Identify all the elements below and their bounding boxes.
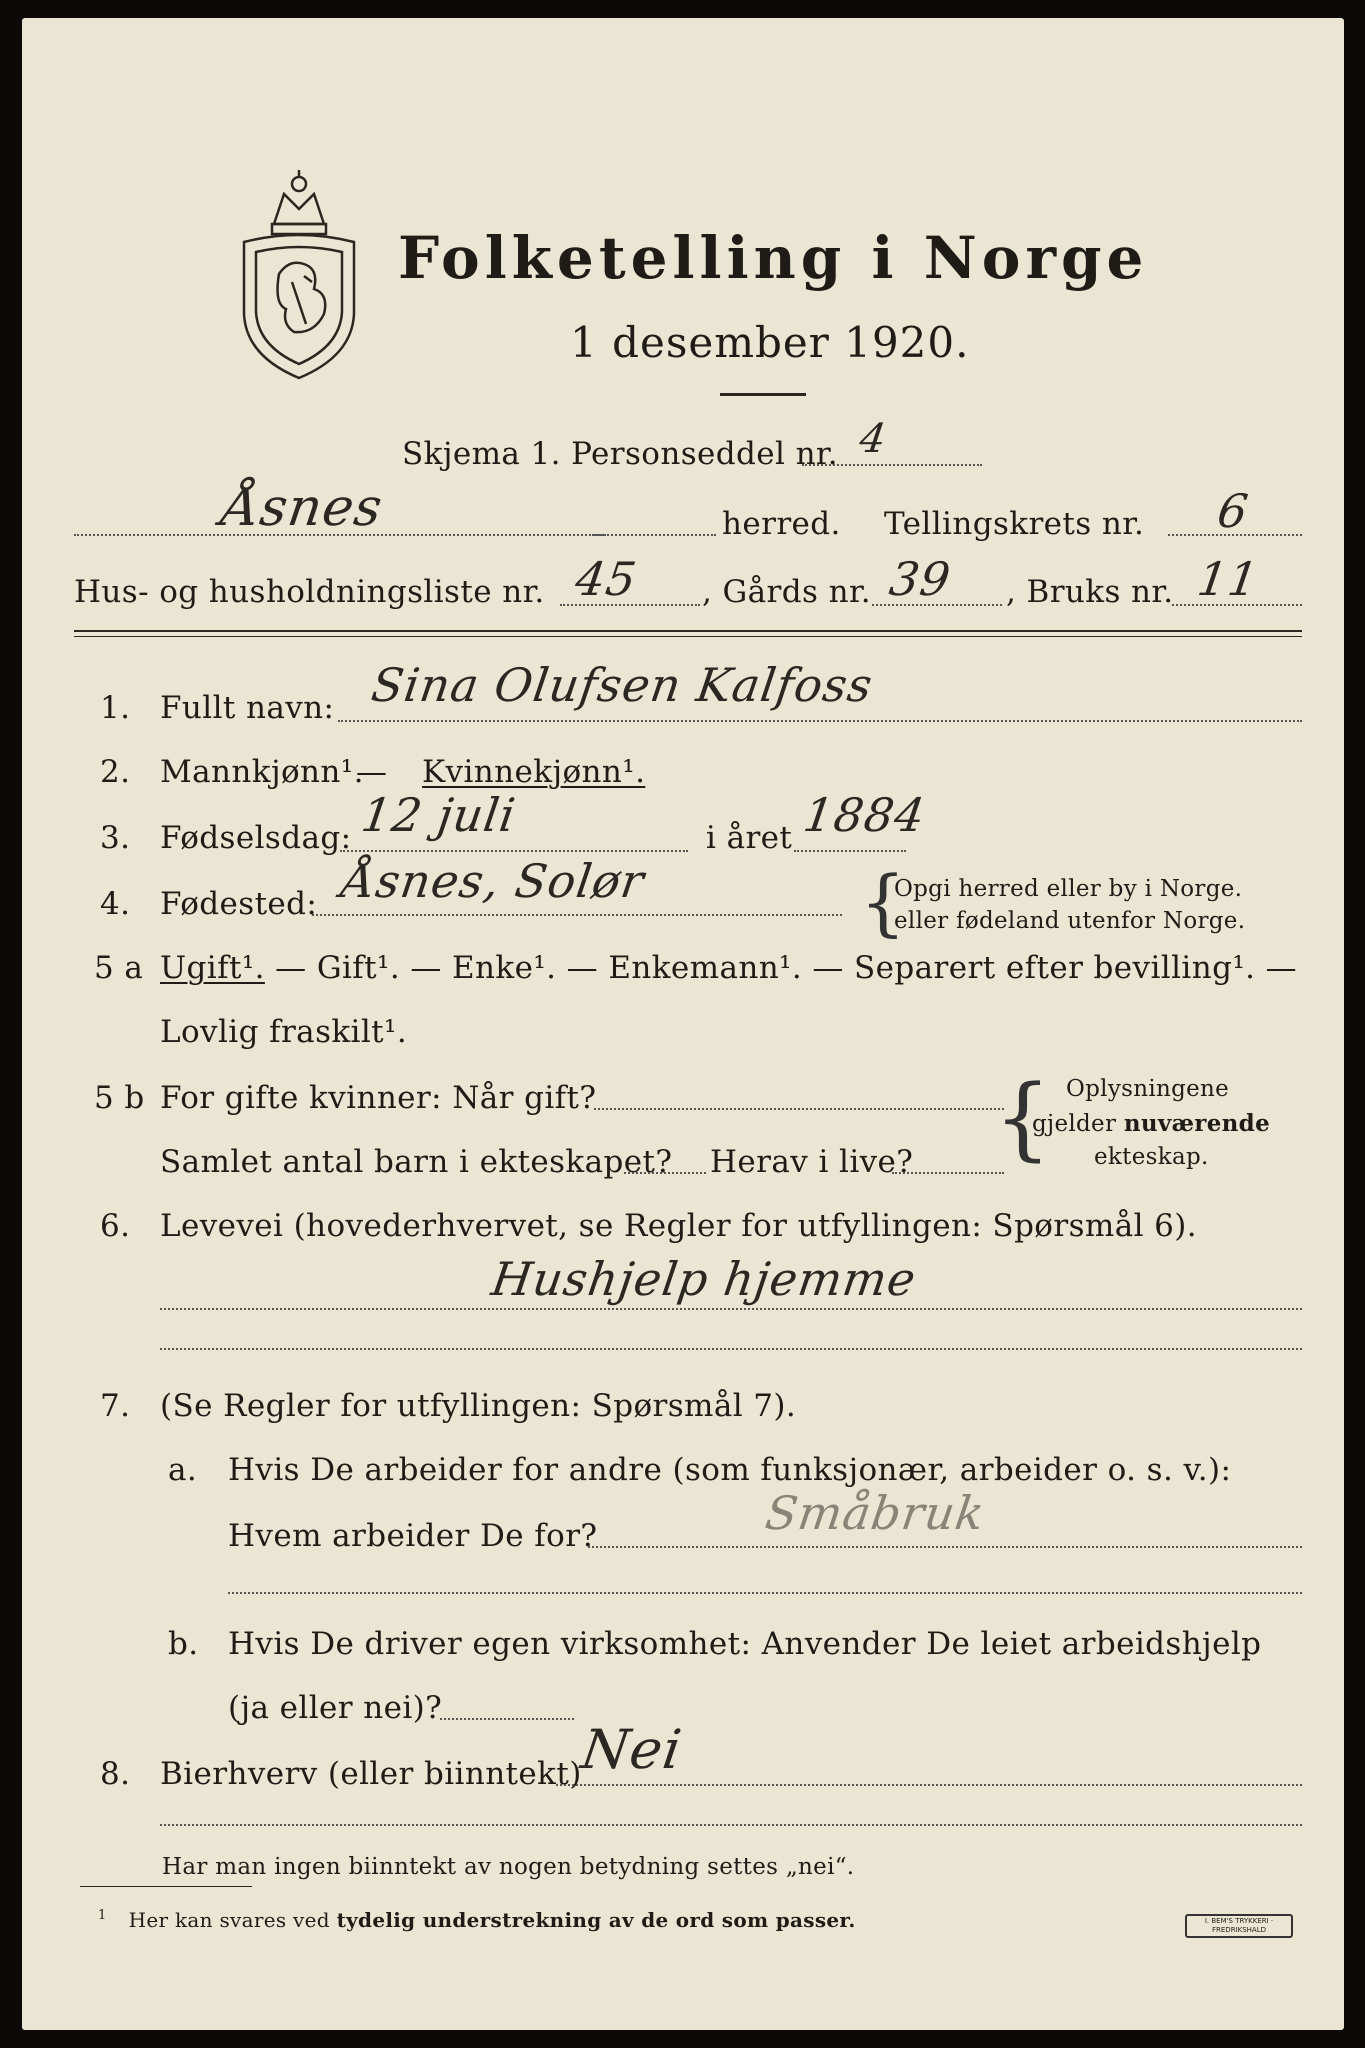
header-rule-1 [74, 630, 1302, 632]
gards-nr-value: 39 [886, 552, 955, 606]
form-date: 1 desember 1920. [570, 318, 970, 367]
q4-note-2: eller fødeland utenfor Norge. [894, 908, 1246, 934]
bruks-label: , Bruks nr. [1006, 574, 1174, 610]
q5b-note-2: gjelder nuværende [1032, 1110, 1270, 1137]
q3-number: 3. [100, 820, 131, 856]
q7b-label: Hvis De driver egen virksomhet: Anvender De leiet arbeidshjelp [228, 1626, 1262, 1662]
q4-birthplace-value: Åsnes, Solør [338, 854, 648, 908]
q3-year-line [794, 850, 906, 852]
footnote-bold: tydelig understrekning av de ord som passer. [336, 1908, 856, 1932]
q5b-alive-label: Herav i live? [710, 1144, 914, 1180]
q3-label: Fødselsdag: [160, 820, 352, 856]
q7a-line [588, 1546, 1302, 1548]
tellingskrets-label: Tellingskrets nr. [884, 506, 1145, 542]
q5b-number: 5 b [94, 1080, 145, 1116]
coat-of-arms-icon [234, 164, 364, 384]
q8-number: 8. [100, 1756, 131, 1792]
q5a-options [160, 950, 1297, 986]
q5b-alive-line [892, 1172, 1004, 1174]
q2-dash: — [356, 754, 388, 790]
q6-occupation-value: Hushjelp hjemme [488, 1252, 920, 1306]
q2-male-option: Mannkjønn¹. [160, 754, 364, 790]
hus-label: Hus- og husholdningsliste nr. [74, 574, 545, 610]
q6-line-2 [160, 1348, 1302, 1350]
q8-line-2 [160, 1824, 1302, 1826]
q7a-label-2: Hvem arbeider De for? [228, 1518, 598, 1554]
q5b-children-line [624, 1172, 706, 1174]
q3-line [340, 850, 688, 852]
q7a-employer-value: Småbruk [762, 1486, 989, 1540]
q1-number: 1. [100, 690, 131, 726]
tellingskrets-value: 6 [1214, 484, 1253, 538]
q4-note-1: Opgi herred eller by i Norge. [894, 876, 1243, 902]
footnote-divider [80, 1886, 252, 1887]
q5b-when-married-line [594, 1108, 1004, 1110]
q5a-ugift-underlined: Ugift¹. [160, 950, 265, 986]
q3-year-value: 1884 [800, 788, 929, 842]
q1-line [338, 720, 1302, 722]
q7b-line [440, 1718, 574, 1720]
q5a-other-options: — Gift¹. — Enke¹. — Enkemann¹. — Separert efter bevilling¹. — [264, 950, 1298, 986]
census-form [22, 18, 1344, 2030]
footnote [98, 1908, 856, 1932]
q8-label: Bierhverv (eller biinntekt) [160, 1756, 582, 1792]
skjema-nr-value: 4 [856, 416, 890, 462]
gards-label: , Gårds nr. [702, 574, 872, 610]
q6-number: 6. [100, 1208, 131, 1244]
q7-label: (Se Regler for utfyllingen: Spørsmål 7). [160, 1388, 797, 1424]
form-title: Folketelling i Norge [398, 224, 1149, 292]
skjema-nr-line [802, 464, 982, 466]
q5b-brace: { [994, 1066, 1052, 1171]
herred-line-2 [592, 534, 716, 536]
q5b-children-label: Samlet antal barn i ekteskapet? [160, 1144, 673, 1180]
q5b-note-1: Oplysningene [1066, 1076, 1230, 1102]
footer-note: Har man ingen biinntekt av nogen betydning settes „nei“. [162, 1854, 855, 1880]
q7a-label: Hvis De arbeider for andre (som funksjonær, arbeider o. s. v.): [228, 1452, 1232, 1488]
q8-line [556, 1784, 1302, 1786]
bruks-nr-value: 11 [1194, 552, 1263, 606]
q5b-note-3: ekteskap. [1094, 1144, 1209, 1170]
skjema-label: Skjema 1. Personseddel nr. [402, 436, 838, 472]
q6-label: Levevei (hovederhvervet, se Regler for utfyllingen: Spørsmål 6). [160, 1208, 1198, 1244]
q4-line [312, 914, 842, 916]
q4-brace: { [860, 860, 906, 944]
q3-birthday-value: 12 juli [358, 788, 520, 842]
q1-full-name-value: Sina Olufsen Kalfoss [368, 658, 877, 712]
q3-year-label: i året [706, 820, 793, 856]
q5a-number: 5 a [94, 950, 144, 986]
q5b-when-married-label: For gifte kvinner: Når gift? [160, 1080, 597, 1116]
q7b-label-2: (ja eller nei)? [228, 1690, 443, 1726]
q8-side-income-value: Nei [577, 1718, 686, 1781]
herred-name-value: Åsnes [217, 478, 387, 538]
q4-label: Fødested: [160, 886, 318, 922]
q5a-line-2: Lovlig fraskilt¹. [160, 1014, 408, 1050]
q4-number: 4. [100, 886, 131, 922]
hus-nr-value: 45 [572, 552, 641, 606]
q7b-number: b. [168, 1626, 199, 1662]
q2-number: 2. [100, 754, 131, 790]
q2-female-option-underlined: Kvinnekjønn¹. [422, 754, 646, 790]
printer-stamp: I. BEM'S TRYKKERI · FREDRIKSHALD [1185, 1914, 1293, 1938]
footnote-plain: Her kan svares ved [128, 1908, 330, 1932]
q6-line-1 [160, 1308, 1302, 1310]
q7-number: 7. [100, 1388, 131, 1424]
q7a-line-2 [228, 1592, 1302, 1594]
herred-label: herred. [722, 506, 841, 542]
q1-label: Fullt navn: [160, 690, 335, 726]
footnote-mark: 1 [98, 1908, 107, 1924]
title-divider [720, 393, 806, 396]
header-rule-2 [74, 636, 1302, 637]
q7a-number: a. [168, 1452, 198, 1488]
